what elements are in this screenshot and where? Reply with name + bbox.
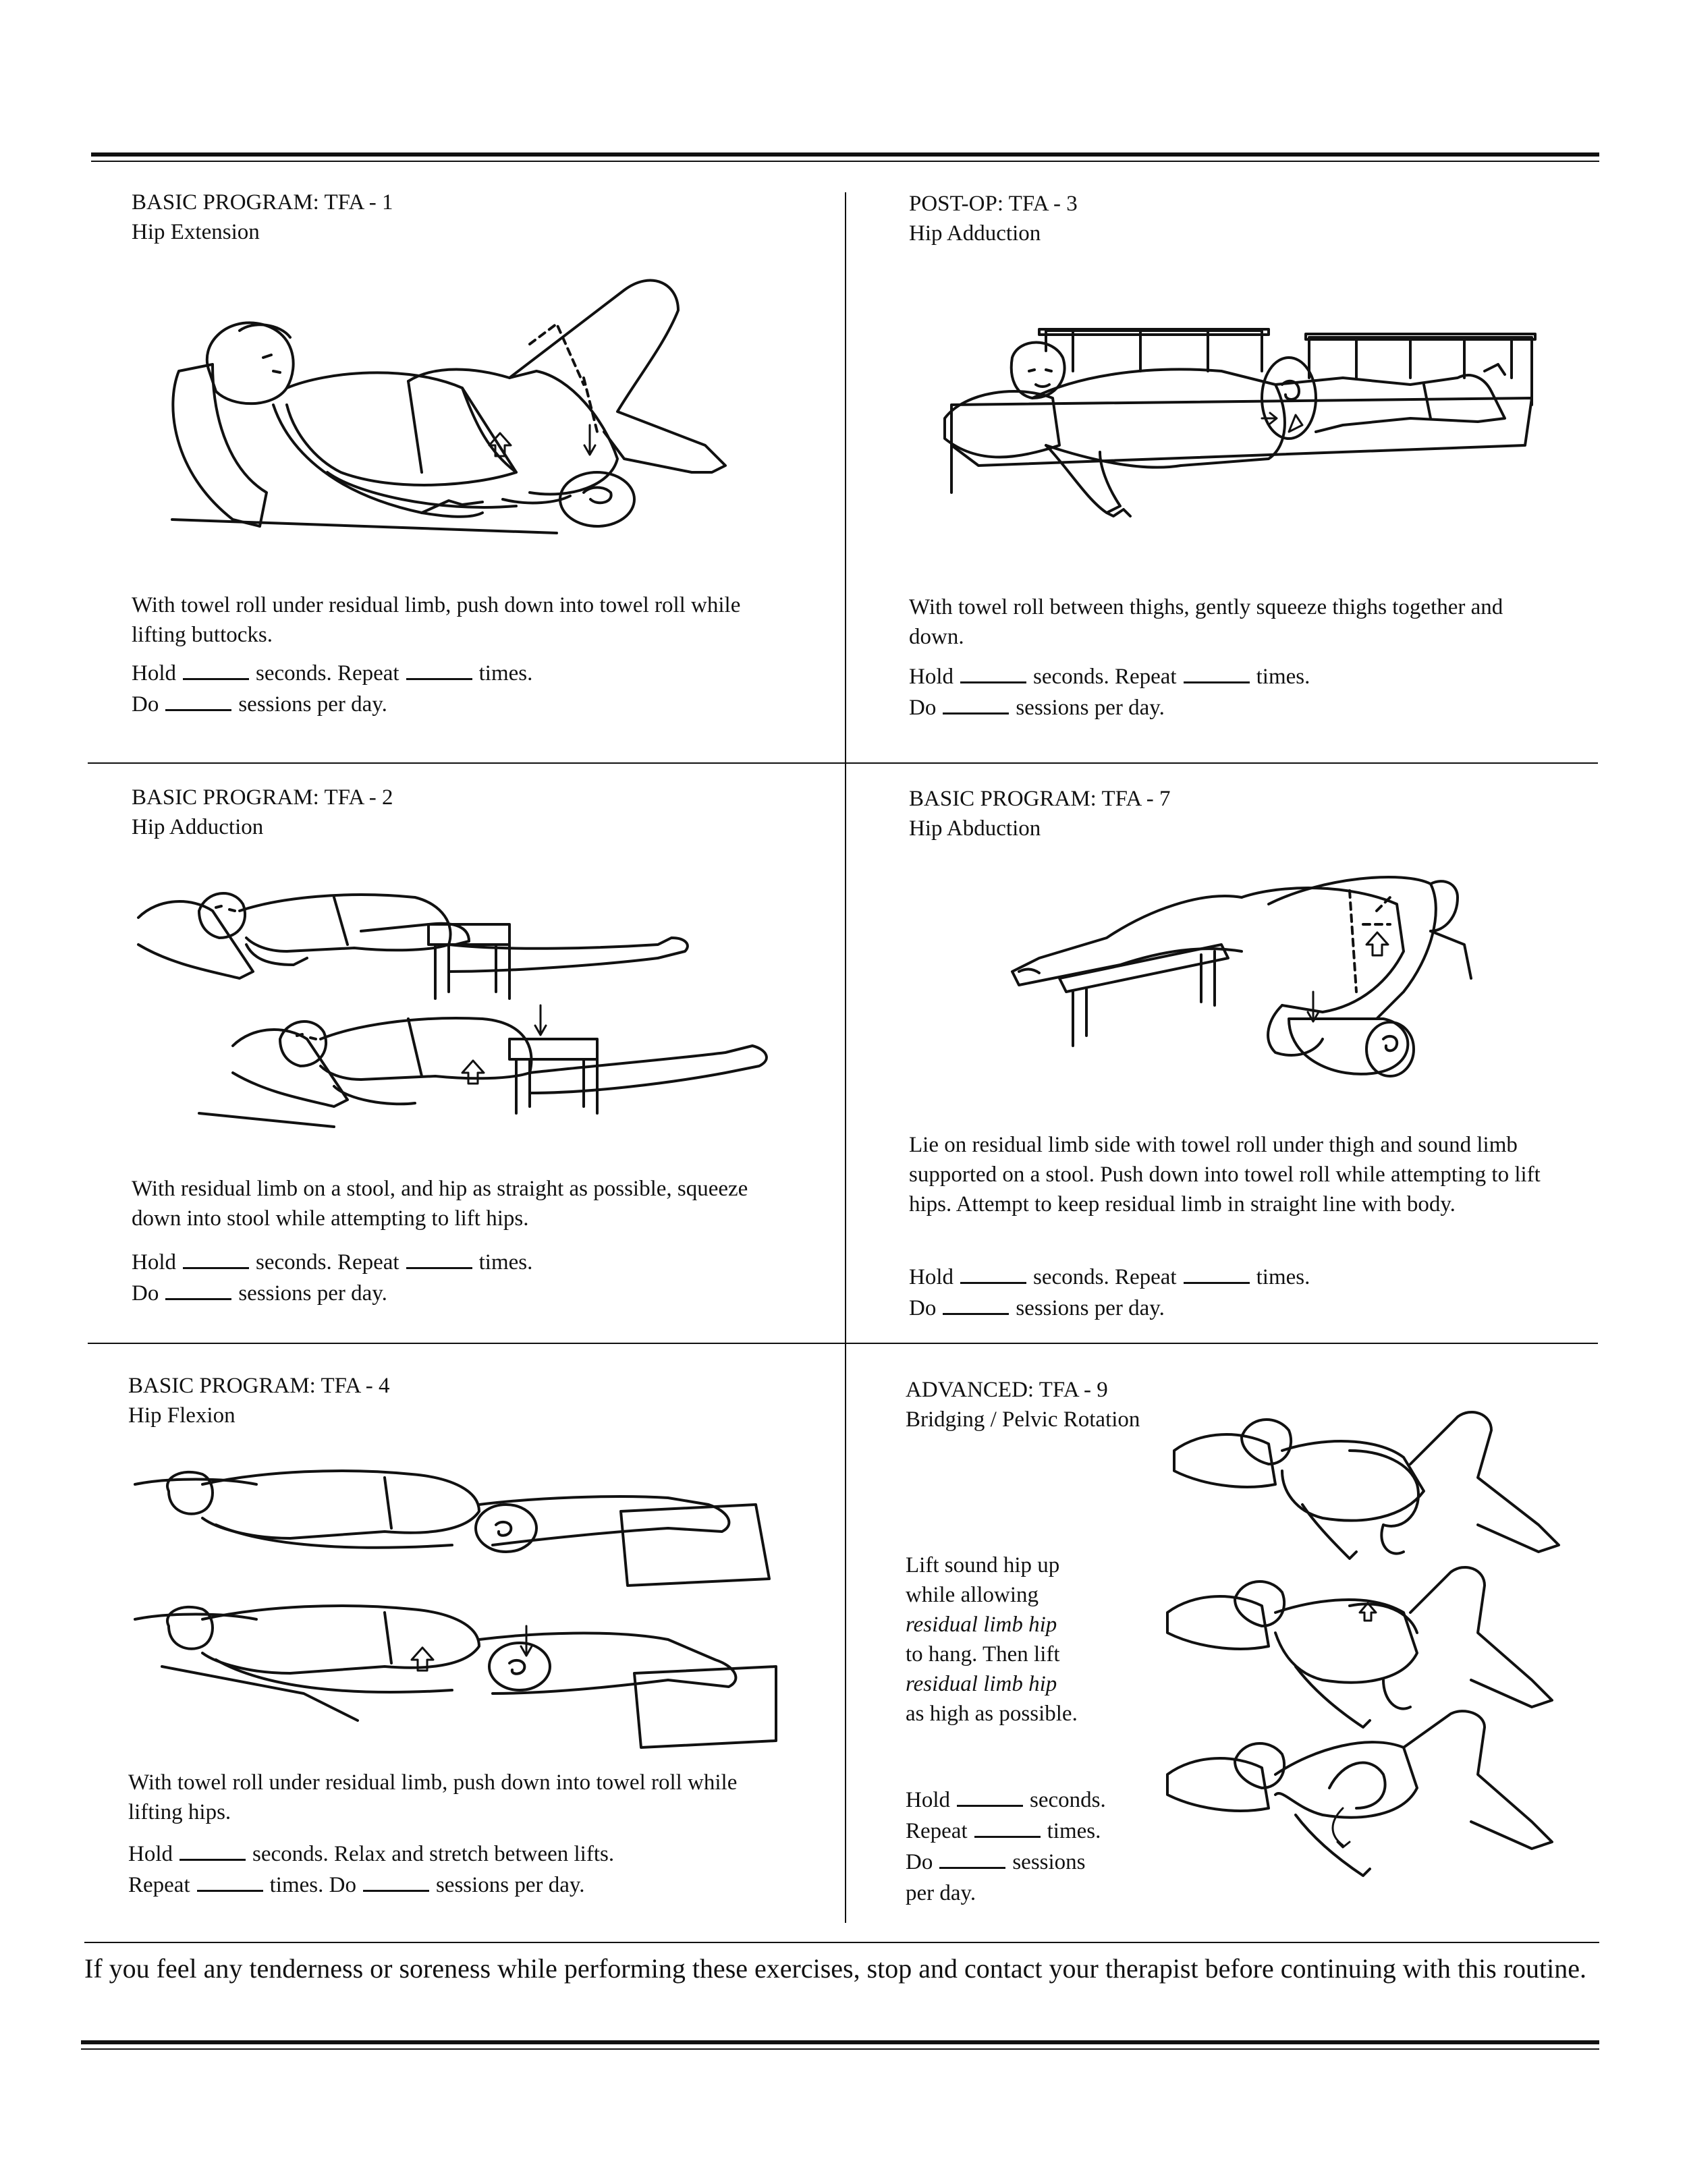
- hip-adduction-postop-illustration: [938, 324, 1532, 520]
- panel-tfa-2: [132, 783, 393, 842]
- hold-label: Hold: [909, 1265, 953, 1289]
- panel-description: With towel roll under residual limb, push down into towel roll while lifting buttocks.: [132, 593, 741, 647]
- hold-seconds-blank[interactable]: [183, 1248, 249, 1269]
- description-line: residual limb hip: [906, 1613, 1057, 1637]
- seconds-repeat-label: seconds. Repeat: [256, 1250, 399, 1275]
- panel-instructions: [132, 1247, 806, 1309]
- panel-heading: BASIC PROGRAM: TFA - 1: [132, 190, 393, 215]
- hip-adduction-stool-illustration: [132, 870, 779, 1127]
- sessions-blank[interactable]: [943, 1294, 1009, 1315]
- description-line: Lift sound hip up: [906, 1553, 1060, 1577]
- sessions-label: sessions per day.: [238, 692, 387, 717]
- times-label: times.: [1047, 1819, 1101, 1843]
- hip-abduction-illustration: [999, 857, 1485, 1086]
- panel-subheading: Bridging / Pelvic Rotation: [906, 1407, 1140, 1432]
- panel-tfa-9: [906, 1375, 1140, 1434]
- footer-warning: If you feel any tenderness or soreness while performing these exercises, stop and contact your therapist before continuing with this routine.: [84, 1953, 1587, 1984]
- repeat-times-blank[interactable]: [406, 1248, 472, 1269]
- panel-description: Lie on residual limb side with towel roll under thigh and sound limb supported on a stool. Push down into towel roll while attempting to lift hips. Attempt to keep residual limb in straight line with body.: [909, 1133, 1541, 1216]
- hold-seconds-blank[interactable]: [960, 663, 1026, 683]
- description-line: while allowing: [906, 1583, 1039, 1607]
- panel-subheading: Hip Extension: [132, 220, 260, 244]
- panel-description: With towel roll under residual limb, push down into towel roll while lifting hips.: [128, 1770, 738, 1824]
- hold-label: Hold: [128, 1842, 173, 1866]
- hold-seconds-blank[interactable]: [960, 1263, 1026, 1284]
- times-label: times.: [478, 661, 533, 685]
- hold-label: Hold: [909, 665, 953, 689]
- do-label: Do: [132, 1281, 159, 1306]
- seconds-label: seconds.: [1030, 1788, 1106, 1812]
- sessions-label: sessions per day.: [1016, 696, 1165, 720]
- times-label: times.: [1256, 1265, 1310, 1289]
- panel-instructions: [909, 661, 1584, 723]
- times-label: times.: [478, 1250, 533, 1275]
- top-rule-thin: [91, 161, 1599, 162]
- repeat-label: Repeat: [906, 1819, 968, 1843]
- panel-heading: ADVANCED: TFA - 9: [906, 1378, 1108, 1402]
- panel-subheading: Hip Flexion: [128, 1403, 236, 1428]
- description-line: to hang. Then lift: [906, 1642, 1060, 1667]
- panel-instructions: [909, 1262, 1584, 1324]
- repeat-times-blank[interactable]: [406, 659, 472, 680]
- seconds-repeat-label: seconds. Repeat: [1033, 1265, 1177, 1289]
- panel-tfa-4: [128, 1371, 390, 1430]
- hold-label: Hold: [132, 661, 176, 685]
- sessions-blank[interactable]: [943, 694, 1009, 715]
- panel-instructions: [128, 1839, 830, 1901]
- hip-flexion-illustration: [128, 1464, 783, 1747]
- seconds-repeat-label: seconds. Repeat: [256, 661, 399, 685]
- panel-tfa-3: [909, 189, 1078, 248]
- bottom-rule-thin: [81, 2048, 1599, 2050]
- panel-description: With residual limb on a stool, and hip as straight as possible, squeeze down into stool while attempting to lift hips.: [132, 1177, 748, 1231]
- do-label: Do: [909, 696, 937, 720]
- panel-description: With towel roll between thighs, gently squeeze thighs together and down.: [909, 595, 1503, 649]
- times-do-label: times. Do: [269, 1873, 356, 1897]
- row-divider-1: [88, 762, 1598, 764]
- panel-heading: POST-OP: TFA - 3: [909, 192, 1078, 216]
- sessions-label: sessions: [1012, 1850, 1086, 1874]
- repeat-times-blank[interactable]: [1184, 1263, 1250, 1284]
- repeat-times-blank[interactable]: [197, 1871, 263, 1892]
- seconds-relax-label: seconds. Relax and stretch between lifts.: [252, 1842, 615, 1866]
- bridging-pelvic-rotation-illustration: [1161, 1410, 1586, 1896]
- repeat-label: Repeat: [128, 1873, 190, 1897]
- per-day-label: per day.: [906, 1881, 976, 1905]
- panel-subheading: Hip Adduction: [132, 815, 264, 839]
- do-label: Do: [132, 692, 159, 717]
- hip-extension-illustration: [152, 270, 759, 540]
- panel-tfa-1: [132, 188, 393, 247]
- panel-description: [906, 1550, 1149, 1729]
- sessions-blank[interactable]: [939, 1848, 1005, 1869]
- bottom-rule-thick: [81, 2040, 1599, 2044]
- panel-instructions: [906, 1785, 1162, 1909]
- hold-seconds-blank[interactable]: [179, 1840, 246, 1861]
- hold-label: Hold: [132, 1250, 176, 1275]
- do-label: Do: [909, 1296, 937, 1320]
- panel-heading: BASIC PROGRAM: TFA - 4: [128, 1374, 390, 1398]
- seconds-repeat-label: seconds. Repeat: [1033, 665, 1177, 689]
- panel-tfa-7: [909, 784, 1171, 843]
- sessions-label: sessions per day.: [238, 1281, 387, 1306]
- description-line: residual limb hip: [906, 1672, 1057, 1696]
- repeat-times-blank[interactable]: [974, 1817, 1041, 1838]
- row-divider-2: [88, 1343, 1598, 1344]
- panel-heading: BASIC PROGRAM: TFA - 2: [132, 785, 393, 810]
- sessions-blank[interactable]: [165, 690, 231, 711]
- panel-subheading: Hip Adduction: [909, 221, 1041, 246]
- top-rule-thick: [91, 152, 1599, 157]
- sessions-label: sessions per day.: [1016, 1296, 1165, 1320]
- sessions-label: sessions per day.: [435, 1873, 585, 1897]
- panel-instructions: [132, 658, 806, 720]
- repeat-times-blank[interactable]: [1184, 663, 1250, 683]
- row-divider-3: [84, 1942, 1599, 1943]
- hold-label: Hold: [906, 1788, 950, 1812]
- hold-seconds-blank[interactable]: [183, 659, 249, 680]
- description-line: as high as possible.: [906, 1702, 1078, 1726]
- panel-subheading: Hip Abduction: [909, 816, 1041, 841]
- sessions-blank[interactable]: [165, 1279, 231, 1300]
- panel-heading: BASIC PROGRAM: TFA - 7: [909, 787, 1171, 811]
- times-label: times.: [1256, 665, 1310, 689]
- center-divider: [845, 192, 846, 1923]
- hold-seconds-blank[interactable]: [957, 1786, 1023, 1807]
- sessions-blank[interactable]: [363, 1871, 429, 1892]
- do-label: Do: [906, 1850, 933, 1874]
